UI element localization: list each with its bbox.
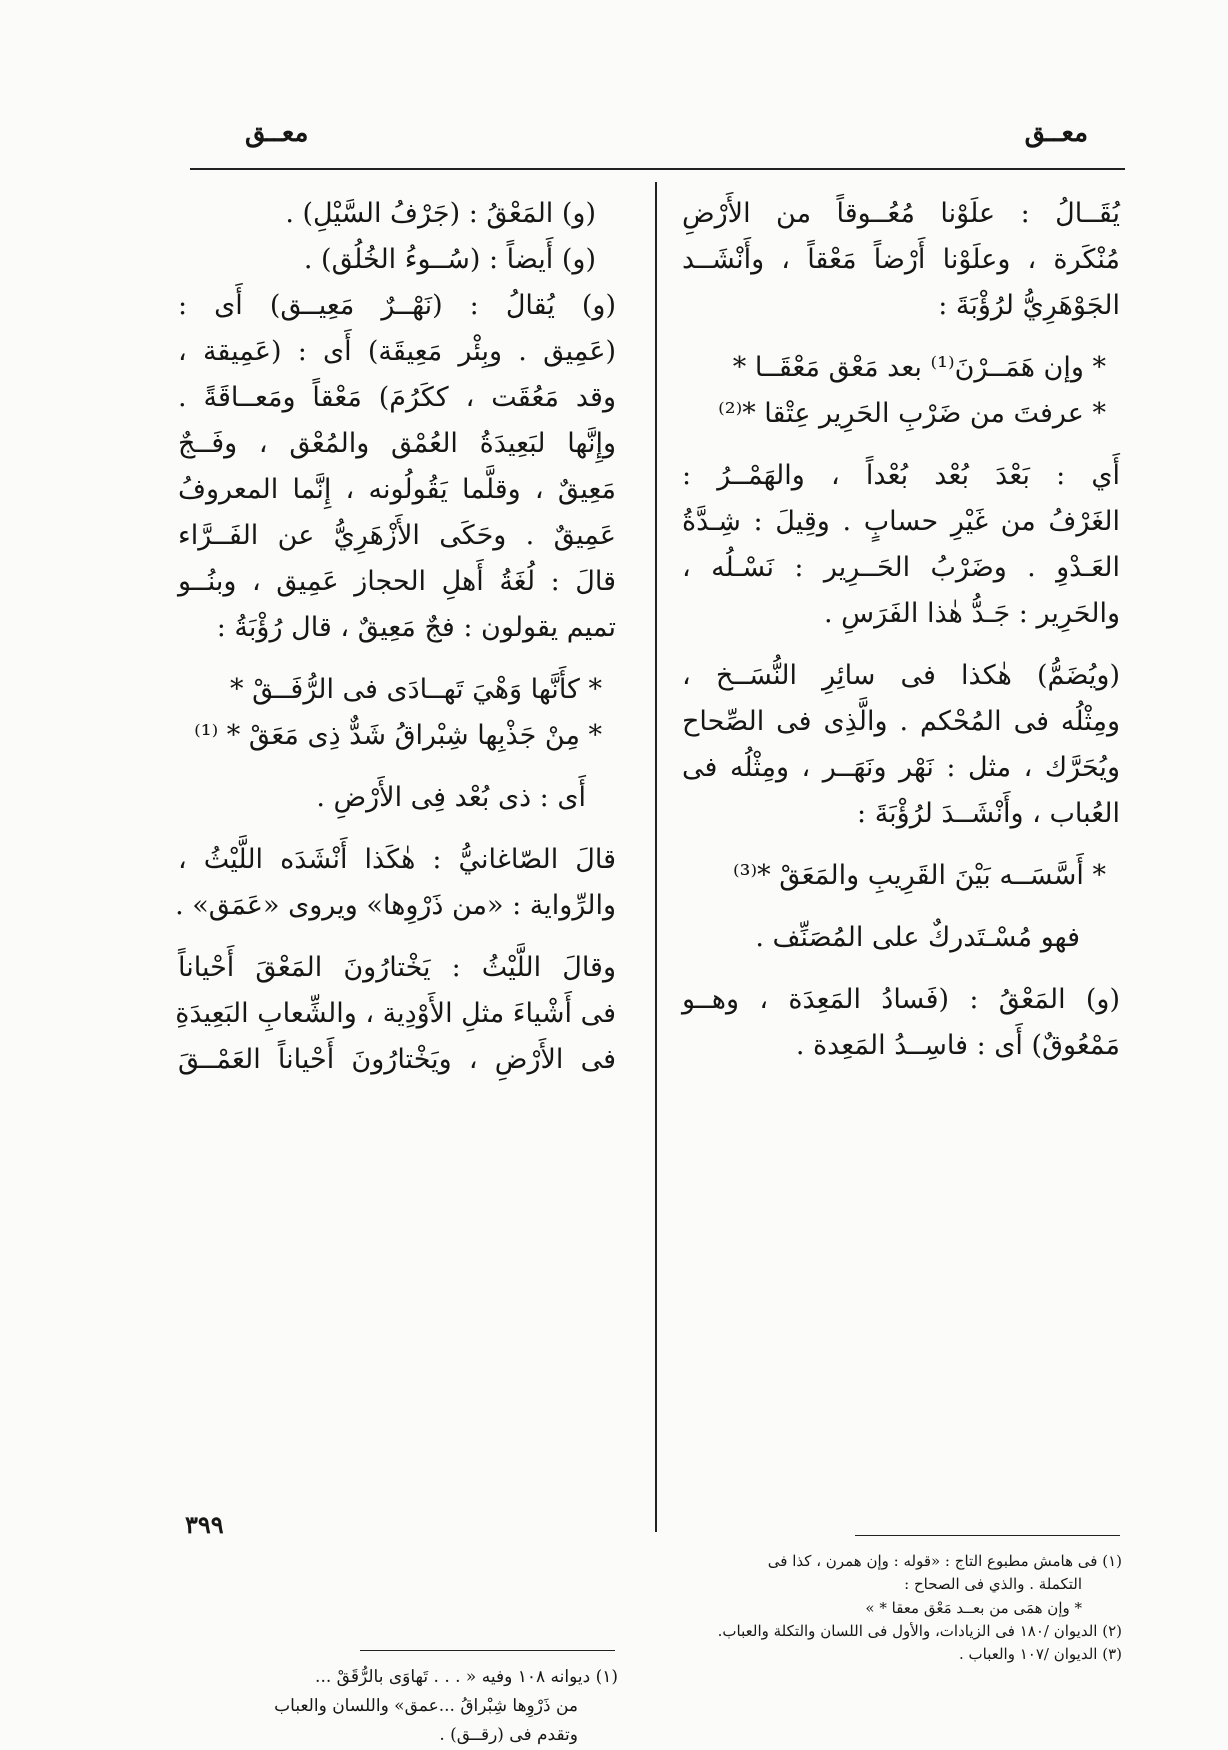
text-line: ويُحَرَّك ، مثل : نَهْر ونَهَــر ، ومِثْلُه فى: [682, 752, 1120, 783]
text-line: الجَوْهَرِيُّ لرُؤْبَةَ :: [938, 290, 1120, 321]
right-column: [682, 200, 1120, 1078]
text-line: أَي : بَعْدَ بُعْد بُعْداً ، والهَمْــرُ :: [682, 460, 1120, 491]
footnote-line: وتقدم فى (رقــق) .: [439, 1724, 578, 1745]
verse-line: * كأَنَّها وَهْيَ تَهــادَى فى الرُّفَــقْ *: [230, 674, 602, 705]
footnote-line: (٣) الديوان /١٠٧ والعباب .: [958, 1645, 1122, 1663]
verse-line: * وإن هَمَــرْنَ⁽¹⁾ بعد مَعْق مَعْقَــا *: [732, 352, 1106, 383]
text-line: مُنْكَرة ، وعلَوْنا أَرْضاً مَعْقاً ، وأَنْشَــد: [682, 244, 1120, 275]
text-line: العَـدْوِ . وضَرْبُ الحَــرِير : نَسْـلُه ،: [682, 552, 1120, 583]
text-line: الغَرْفُ من غَيْرِ حسابٍ . وقِيلَ : شِـدَّةُ: [682, 506, 1120, 537]
text-line: فى أَشْياءَ مثلِ الأَوْدِية ، والشِّعابِ البَعِيدَةِ: [175, 998, 616, 1029]
footnote-line: * وإن همَى من بعــد مَعْق معقا * »: [865, 1598, 1082, 1617]
footnote-rule-right: [855, 1535, 1120, 1536]
footnote-line: (٢) الديوان /١٨٠ فى الزيادات، والأول فى اللسان والتكلة والعباب.: [717, 1621, 1122, 1640]
text-line: وإِنَّها لبَعِيدَةُ العُمْق والمُعْق ، وفَــجٌ: [178, 428, 616, 459]
verse-line: * أَسَّسَــه بَيْنَ القَرِيبِ والمَعَقْ *⁽³⁾: [733, 860, 1106, 891]
column-divider: [655, 182, 657, 1532]
text-line: يُقَــالُ : علَوْنا مُعُــوقاً من الأَرْضِ: [682, 198, 1120, 229]
text-line: تميم يقولون : فجٌ مَعِيقٌ ، قال رُؤْبَةُ :: [216, 612, 616, 643]
text-line: قالَ : لُغَةُ أَهلِ الحجاز عَمِيق ، وبنُــو: [178, 566, 616, 597]
text-line: (و) يُقالُ : (نَهْــرٌ مَعِيــق) أَى :: [178, 290, 616, 321]
text-line: العُباب ، وأَنْشَــدَ لرُؤْبَةَ :: [857, 798, 1120, 829]
text-line: (و) المَعْقُ : (فَسادُ المَعِدَة ، وهــو: [682, 984, 1120, 1015]
text-line: والحَرِير : جَـدُّ هٰذا الفَرَسِ .: [823, 598, 1120, 629]
footnote-line: (١) فى هامش مطبوع التاج : «قوله : وإن همرن ، كذا فى: [767, 1552, 1122, 1570]
text-line: فى الأَرْضِ ، ويَخْتارُونَ أَحْياناً العَمْــقَ: [178, 1044, 616, 1075]
footnote-rule-left: [360, 1650, 615, 1651]
header-rule: [190, 168, 1125, 170]
text-line: مَمْعُوقٌ) أَى : فاسِــدُ المَعِدة .: [795, 1030, 1120, 1061]
footnotes-right: [682, 1550, 1122, 1666]
footnote-line: من ذَرْوِها شِبْراقُ ...عمق» واللسان والعباب: [274, 1695, 578, 1716]
text-line: (و) المَعْقُ : (جَرْفُ السَّيْلِ) .: [285, 198, 596, 229]
text-line: فهو مُسْـتَدركٌ على المُصَنِّف .: [755, 922, 1080, 953]
text-line: (و) أَيضاً : (سُــوءُ الخُلُق) .: [303, 244, 596, 275]
verse-line: * مِنْ جَذْبِها شِبْراقُ شَدٌّ ذِى مَعَقْ * ⁽¹⁾: [194, 720, 602, 751]
text-line: ومِثْلُه فى المُحْكم . والَّذِى فى الصِّحاح: [682, 706, 1120, 737]
text-line: (عَمِيق . وبِئْر مَعِيقَة) أَى : (عَمِيقة ،: [178, 336, 616, 367]
text-line: والرِّواية : «من ذَرْوِها» ويروى «عَمَق» .: [175, 890, 616, 921]
verse-line: * عرفتَ من ضَرْبِ الحَرِير عِتْقا *⁽²⁾: [718, 398, 1106, 429]
running-header-right: معــق: [1024, 118, 1088, 148]
text-line: وقالَ اللَّيْثُ : يَخْتارُونَ المَعْقَ أَحْياناً: [178, 952, 616, 983]
page-number: ٣٩٩: [185, 1510, 224, 1539]
footnote-line: التكملة . والذي فى الصحاح :: [904, 1575, 1082, 1594]
text-line: قالَ الصّاغانيُّ : هٰكَذا أَنْشَدَه اللَّيْثُ ،: [178, 844, 616, 875]
text-line: أَى : ذى بُعْد فِى الأَرْضِ .: [316, 782, 586, 813]
running-header-left: معــق: [245, 118, 309, 148]
left-column: [175, 198, 616, 1092]
footnote-line: (١) ديوانه ١٠٨ وفيه « . . . تَهاوَى بالرُّقَقْ ...: [315, 1667, 618, 1687]
text-line: عَمِيقٌ . وحَكَى الأَزْهَرِيُّ عن الفَــرَّاء: [178, 520, 616, 551]
text-line: وقد مَعُقَت ، ككَرُمَ) مَعْقاً ومَعــاقَةً .: [178, 382, 616, 413]
footnotes-left: [178, 1663, 618, 1750]
text-line: مَعِيقٌ ، وقلَّما يَقُولُونه ، إِنَّما المعروفُ: [178, 474, 616, 505]
text-line: (ويُضَمُّ) هٰكذا فى سائِرِ النُّسَــخ ،: [682, 660, 1120, 691]
